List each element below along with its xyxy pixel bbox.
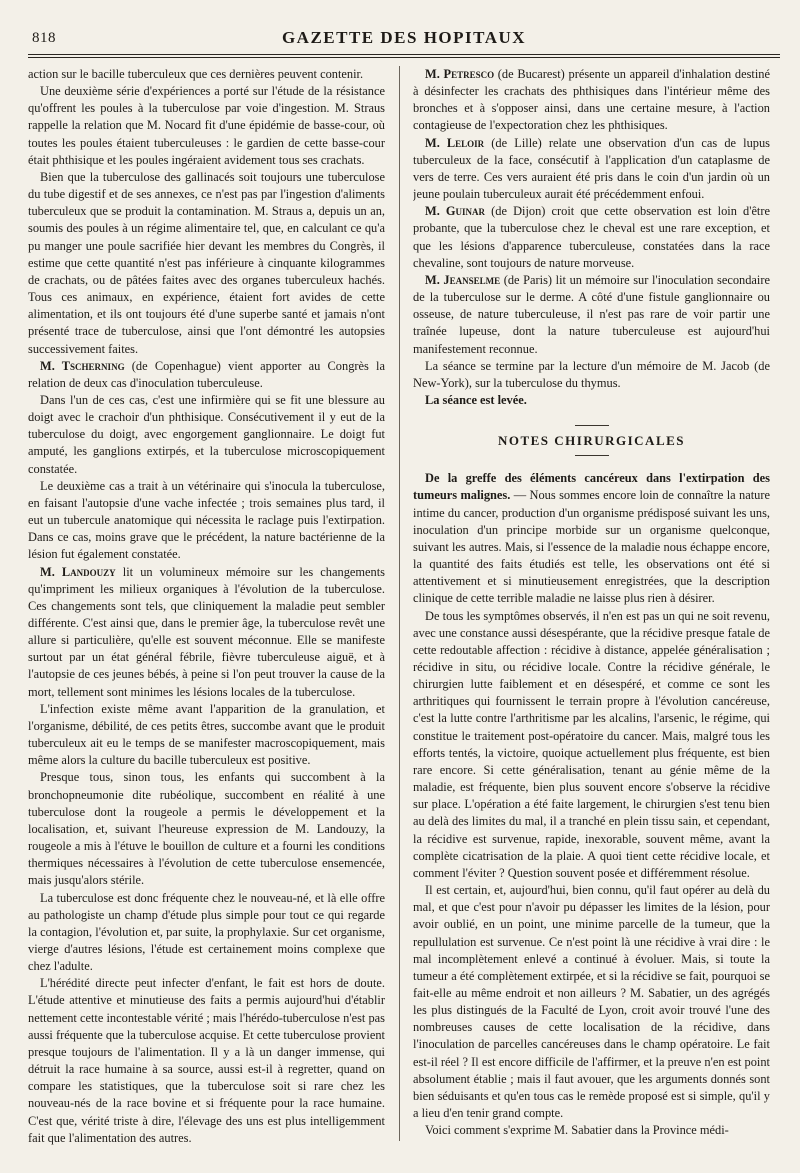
paragraph-text: (de Bucarest) présente un appareil d'inhalation destiné à désinfecter les crachats des phthisiques dans l'intérieur même des bronches et à s'opposer ainsi, dans une certaine mesure, à l'action contagieuse de l'expectoration chez les phthisiques. [413, 67, 770, 133]
paragraph [28, 564, 385, 701]
paragraph [413, 470, 770, 607]
session-closing: La séance est levée. [425, 392, 527, 407]
paragraph: Une deuxième série d'expériences a porté sur l'étude de la résistance qu'offrent les poules à la tuberculose par voie d'ingestion. M. Straus rappelle la relation que M. Nocard fit d'une épidémie de basse-cour, où toutes les poules étaient tuberculeuses : le gardien de cette basse-cour était phthisique et les poules ingéraient avidement tous ses crachats. [28, 84, 385, 167]
speaker-name: M. Petresco [425, 67, 495, 81]
left-column [28, 66, 385, 1146]
paragraph: La séance se termine par la lecture d'un mémoire de M. Jacob (de New-York), sur la tuberculose du thymus. [413, 358, 770, 390]
paragraph: L'hérédité directe peut infecter d'enfant, le fait est hors de doute. L'étude attentive et minutieuse des faits a permis aujourd'hui d'établir nettement cette incontestable vérité ; mais l'hérédo-tuberculose n'est pas aussi fréquente que la tuberculose acquise. Et cette tuberculose provient presque toujours de l'alimentation. Il y a là un danger immense, qui détruit la race humaine à sa source, aussi est-il à regretter, quand on compare les statistiques, que la tuberculose soit si rare chez les nouveau-nés de la race bovine et si fréquente pour la race humaine. C'est que, vérité triste à dire, l'élevage des uns est plus intelligemment fait que l'alimentation des autres. [28, 976, 385, 1145]
paragraph: Il est certain, et, aujourd'hui, bien connu, qu'il faut opérer au delà du mal, et que c'est pour n'avoir pu dépasser les limites de la lésion, pour avoir oublié, en un point, une minime parcelle de la tumeur, que la repullulation est survenue. Ce n'est point là une récidive à vrai dire : le mal incomplètement enlevé a continué à évoluer. Mais, si toute la tumeur a été complètement extirpée, et si la récidive se fait, pourquoi se fait-elle au même endroit et non ailleurs ? M. Sabatier, un des agrégés les plus distingués de la Faculté de Lyon, croit avoir trouvé l'une des nombreuses causes de cette localisation de la récidive, dans l'inoculation de parcelles cancéreuses dans le champ opératoire. Le fait est-il réel ? Il est encore difficile de l'affirmer, et la preuve n'en est point absolument établie ; mais il faut avouer, que les arguments donnés sont bien séduisants et qu'en tous cas le remède proposé est si simple, qu'il y a lieu d'en tenir grand compte. [413, 883, 770, 1121]
paragraph [413, 135, 770, 204]
paragraph-text: (de Lille) relate une observation d'un cas de lupus tuberculeux de la face, consécutif à l'application d'un cataplasme de vers de terre. Ces vers auraient été pris dans le coin d'un jardin où un jeune poulain tuberculeux aurait été précédemment enfoui. [413, 135, 770, 202]
paragraph-text: — Nous sommes encore loin de connaître la nature intime du cancer, production d'un organisme prédisposé suivant les uns, inoculation d'un principe morbide sur un organisme quelconque, suivant les autres. Mais, si l'essence de la maladie nous échappe encore, la quantité des faits étudiés est telle, les observations ont été si attentivement et si minutieusement enregistrées, que la description clinique de cette terrible maladie ne laisse plus rien à désirer. [413, 488, 770, 606]
paragraph: L'infection existe même avant l'apparition de la granulation, et l'organisme, débilité, de ces petits êtres, succombe avant que le produit tuberculeux ait eu le temps de se manifester macroscopiquement, mais même alors la culture du bacille tuberculeux est positive. [28, 701, 385, 768]
paragraph-text: lit un volumineux mémoire sur les changements qu'impriment les milieux organiques à l'évolution de la tuberculose. Ces changements sont tels, que cliniquement la maladie peut sembler différente. C'est ainsi que, dans le premier âge, la tuberculose revêt une allure si particulière, qu'elle est souvent méconnue. Elle se manifeste surtout par un état général fébrile, fièvre tuberculeuse aiguë, et à l'autopsie de ces jeunes bébés, à peine si l'on peut trouver la cause de la mort, tellement sont minimes les lésions locales de la tuberculose. [28, 564, 385, 699]
speaker-name: M. Leloir [425, 135, 485, 150]
paragraph-text: (de Dijon) croit que cette observation est loin d'être probante, que la tuberculose chez le cheval est une rare exception, et que les lésions d'apparence tuberculeuse, constatées dans la race chevaline, sont toujours de nature morveuse. [413, 204, 770, 270]
paragraph: Bien que la tuberculose des gallinacés soit toujours une tuberculose du tube digestif et de ses annexes, ce n'est pas par l'ingestion d'aliments tuberculeux que se produit la contamination. M. Straus a, depuis un an, soumis des poules à un régime alimentaire tel, que, en calculant ce qu'a pu manger une poule sacrifiée hier devant les membres du Congrès, il estime que cette quantité n'est pas inférieure à cinquante kilogrammes de crachats, ou de pâtées faites avec des organes tuberculeux hachés. Tous ces animaux, en expérience, étaient fort avides de cette alimentation, et ils ont toujours été d'une superbe santé et jamais n'ont présenté trace de tuberculose, ainsi que l'ont démontré les autopsies successivement faites. [28, 169, 385, 356]
speaker-name: M. Guinar [425, 204, 486, 219]
speaker-name: M. Tscherning [40, 358, 125, 373]
paragraph: Le deuxième cas a trait à un vétérinaire qui s'inocula la tuberculose, en faisant l'autopsie d'une vache infectée ; trois semaines plus tard, il eut un tubercule anatomique qui nécessita le raclage puis l'extirpation. Dans ce cas, moins grave que le précédent, la nature bactérienne de la lésion fut également constatée. [28, 478, 385, 562]
speaker-name: M. Landouzy [40, 564, 116, 579]
paragraph: Presque tous, sinon tous, les enfants qui succombent à la bronchopneumonie dite rubéolique, succombent en réalité à une tuberculose dont la rougeole a permis le développement et la localisation, et, suivant l'heureuse expression de M. Landouzy, la rougeole a mis à l'étuve le bouillon de culture et a fourni les conditions thermiques nécessaires à l'évolution de cette tuberculose ensemencée, mais jusqu'alors stérile. [28, 770, 385, 888]
paragraph [413, 272, 770, 358]
page-number: 818 [32, 30, 56, 46]
paragraph-text: (de Copenhague) vient apporter au Congrès la relation de deux cas d'inoculation tuberculeuse. [28, 358, 385, 390]
paragraph [413, 203, 770, 272]
paragraph: Voici comment s'exprime M. Sabatier dans la Province médi- [425, 1123, 729, 1138]
paragraph: De tous les symptômes observés, il n'en est pas un qui ne soit revenu, avec une constance aussi désespérante, que la récidive presque fatale de cette redoutable affection : récidive à distance, appelée généralisation ; récidive in situ, ou récidive locale. Contre la récidive générale, le chirurgien lutte faiblement et en désespéré, et comme ce sont les arthritiques qui fournissent le terrain propre à l'évolution cancéreuse, c'est la lutte contre l'arthritisme par les alcalins, l'arsenic, le régime, qui constitue le traitement post-opératoire du cancer. Mais, malgré tous les efforts tentés, la victoire, quoique actuellement plus fréquente, est bien rare encore. Si cette généralisation, tenant au génie même de la maladie, est fréquente, bien plus souvent encore s'observe la récidive sur place. L'opération a été faite largement, le chirurgien s'est tenu bien au delà des limites du mal, il a tranché en plein tissu sain, et cependant, la récidive est survenue, rapide, inexorable, souvent même, avant la complète cicatrisation de la plaie. A quoi tient cette récidive locale, et comment l'éviter ? Question souvent posée et différemment résolue. [413, 608, 770, 880]
header-rule-bottom [28, 57, 780, 58]
article-title: De la greffe des éléments cancéreux dans l'extirpation des tumeurs malignes. [413, 471, 770, 503]
page-header [28, 22, 780, 48]
paragraph: La tuberculose est donc fréquente chez le nouveau-né, et là elle offre au pathologiste un champ d'étude plus simple pour tout ce qui regarde la contagion, l'évolution et, par suite, la prophylaxie. Sur cet organisme, vierge d'autres lésions, l'étude est certainement moins complexe que chez l'adulte. [28, 890, 385, 974]
paragraph-text: (de Paris) lit un mémoire sur l'inoculation secondaire de la tuberculose sur le derme. A côté d'une fistule ganglionnaire ou osseuse, de nature tuberculeuse, il n'est pas rare de voir partir une traînée lupeuse, dont la nature tuberculeuse est aujourd'hui manifestement reconnue. [413, 272, 770, 356]
speaker-name: M. Jeanselme [425, 272, 501, 287]
right-column [413, 66, 770, 1146]
journal-title: GAZETTE DES HOPITAUX [281, 28, 527, 47]
paragraph [28, 358, 385, 392]
paragraph [413, 66, 770, 135]
paragraph: Dans l'un de ces cas, c'est une infirmière qui se fit une blessure au doigt avec le crachoir d'un phthisique. Consécutivement il y eut de la tuberculose du doigt, avec engorgement ganglionnaire. Le doigt fut amputé, les ganglions extirpés, et la tuberculose microscopiquement constatée. [28, 392, 385, 476]
column-divider [399, 66, 400, 1141]
paragraph: action sur le bacille tuberculeux que ces dernières peuvent contenir. [28, 67, 364, 81]
header-rule-top [28, 54, 780, 55]
section-title: NOTES CHIRURGICALES [413, 425, 770, 456]
